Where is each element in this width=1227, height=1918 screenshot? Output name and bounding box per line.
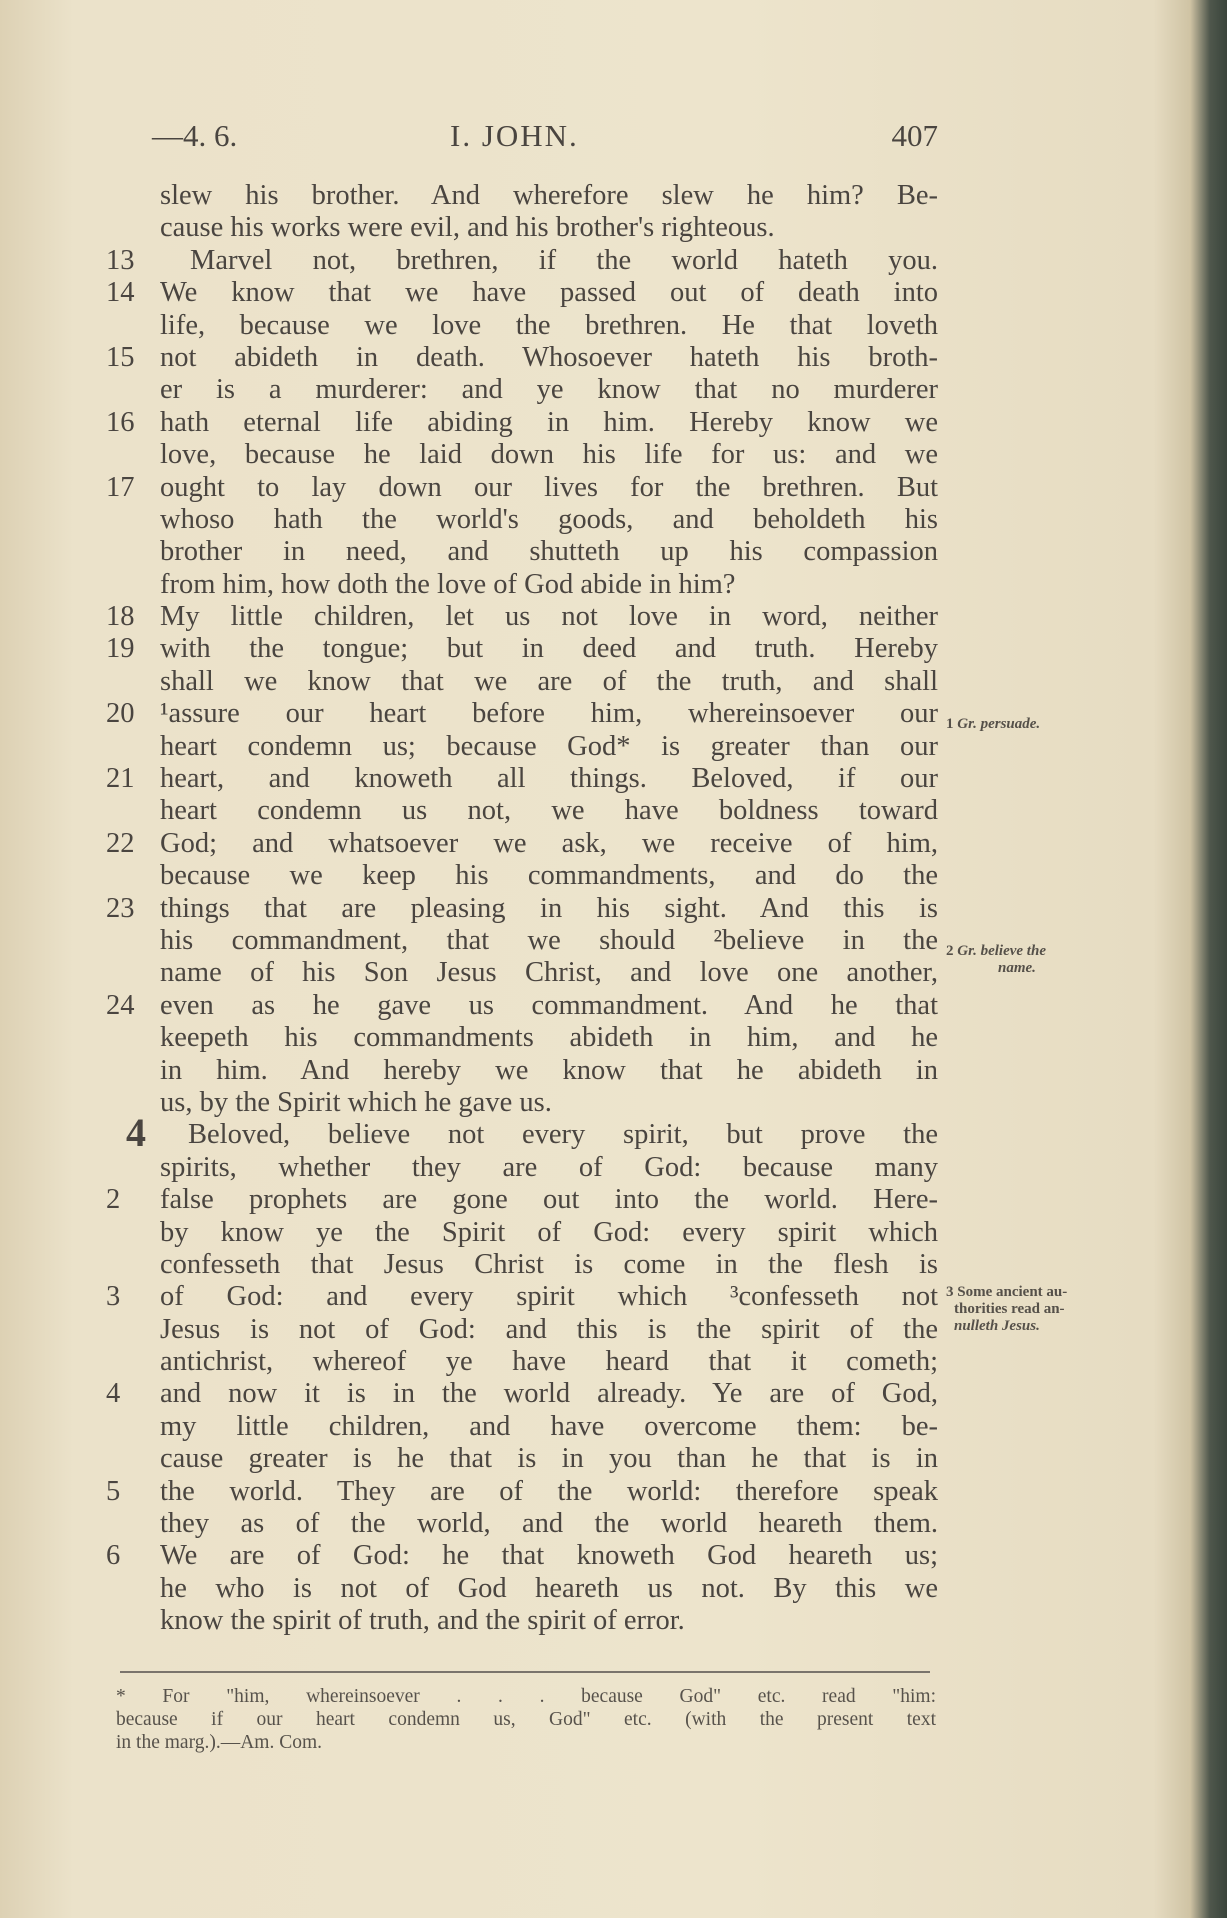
line-text: cause greater is he that is in you than he that is in — [160, 1443, 938, 1475]
text-line — [0, 310, 1227, 342]
text-line — [0, 731, 1227, 763]
text-line — [0, 1476, 1227, 1508]
line-text: love, because he laid down his life for us: and we — [160, 439, 938, 471]
verse-number: 13 — [106, 244, 135, 276]
line-text: We are of God: he that knoweth God heareth us; — [160, 1540, 938, 1572]
line-text: and now it is in the world already. Ye are of God, — [160, 1378, 938, 1410]
line-text: Marvel not, brethren, if the world hateth you. — [190, 244, 938, 276]
line-text: heart, and knoweth all things. Beloved, if our — [160, 763, 938, 795]
verse-number: 21 — [106, 763, 135, 795]
line-text: keepeth his commandments abideth in him, and he — [160, 1022, 938, 1054]
text-line — [0, 245, 1227, 277]
line-text: Beloved, believe not every spirit, but prove the — [188, 1119, 938, 1151]
text-line — [0, 828, 1227, 860]
line-text: with the tongue; but in deed and truth. Hereby — [160, 633, 938, 665]
verse-number: 3 — [106, 1281, 121, 1313]
text-line — [0, 342, 1227, 374]
margin-note-marker: 2 — [946, 943, 954, 959]
verse-number: 2 — [106, 1184, 121, 1216]
line-text: My little children, let us not love in word, neither — [160, 601, 938, 633]
text-line — [0, 601, 1227, 633]
line-text: confesseth that Jesus Christ is come in the flesh is — [160, 1248, 938, 1280]
line-text: whoso hath the world's goods, and beholdeth his — [160, 503, 938, 535]
line-text: even as he gave us commandment. And he that — [160, 989, 938, 1021]
text-line — [0, 1249, 1227, 1281]
text-line — [0, 1022, 1227, 1054]
text-line — [0, 698, 1227, 730]
text-line — [0, 860, 1227, 892]
text-line — [0, 277, 1227, 309]
margin-note-2 — [946, 943, 1046, 977]
line-text: brother in need, and shutteth up his compassion — [160, 536, 938, 568]
line-text: because we keep his commandments, and do the — [160, 860, 938, 892]
line-text: the world. They are of the world: therefore speak — [160, 1475, 938, 1507]
text-line — [0, 893, 1227, 925]
margin-note-text: nulleth Jesus. — [954, 1318, 1040, 1334]
scripture-text — [0, 180, 1227, 1638]
verse-number: 20 — [106, 698, 135, 730]
footnote-line: in the marg.).—Am. Com. — [116, 1732, 322, 1753]
line-text: ought to lay down our lives for the brethren. But — [160, 471, 938, 503]
text-line — [0, 1508, 1227, 1540]
text-line — [0, 1605, 1227, 1637]
page-number: 407 — [891, 118, 938, 153]
line-text: in him. And hereby we know that he abideth in — [160, 1054, 938, 1086]
text-line — [0, 666, 1227, 698]
line-text: they as of the world, and the world heareth them. — [160, 1508, 938, 1540]
verse-number: 5 — [106, 1475, 121, 1507]
verse-number: 19 — [106, 633, 135, 665]
text-line — [0, 472, 1227, 504]
text-line — [0, 990, 1227, 1022]
footnote-divider — [120, 1671, 930, 1673]
chapter-verse-reference: —4. 6. — [152, 118, 238, 153]
line-text: life, because we love the brethren. He that loveth — [160, 309, 938, 341]
text-line — [0, 795, 1227, 827]
text-line — [0, 1184, 1227, 1216]
running-header — [150, 118, 940, 158]
text-line — [0, 1573, 1227, 1605]
verse-number: 17 — [106, 471, 135, 503]
verse-number: 4 — [106, 1378, 121, 1410]
margin-note-text: thorities read an- — [954, 1301, 1065, 1317]
line-text: shall we know that we are of the truth, and shall — [160, 665, 938, 697]
text-line — [0, 1087, 1227, 1119]
text-line — [0, 763, 1227, 795]
footnote — [116, 1685, 936, 1754]
text-line — [0, 1217, 1227, 1249]
text-line — [0, 407, 1227, 439]
text-line — [0, 212, 1227, 244]
line-text: his commandment, that we should ²believe in the — [160, 924, 938, 956]
chapter-number: 4 — [126, 1110, 146, 1156]
line-text: name of his Son Jesus Christ, and love one another, — [160, 957, 938, 989]
line-text: know the spirit of truth, and the spirit of error. — [160, 1605, 685, 1637]
text-line — [0, 1378, 1227, 1410]
margin-note-marker: 1 — [946, 716, 954, 732]
line-text: cause his works were evil, and his brother's righteous. — [160, 212, 775, 244]
line-text: God; and whatsoever we ask, we receive of him, — [160, 827, 938, 859]
text-line — [0, 1411, 1227, 1443]
verse-number: 16 — [106, 406, 135, 438]
line-text: us, by the Spirit which he gave us. — [160, 1086, 552, 1118]
text-line — [0, 180, 1227, 212]
line-text: not abideth in death. Whosoever hateth his broth- — [160, 341, 938, 373]
text-line — [0, 1346, 1227, 1378]
text-line — [0, 569, 1227, 601]
margin-note-text: Gr. persuade. — [957, 716, 1041, 732]
text-line — [0, 1540, 1227, 1572]
verse-number: 22 — [106, 827, 135, 859]
line-text: We know that we have passed out of death into — [160, 277, 938, 309]
margin-note-text: Some ancient au- — [957, 1284, 1068, 1300]
text-line — [0, 504, 1227, 536]
line-text: heart condemn us; because God* is greater than our — [160, 730, 938, 762]
text-line — [0, 1152, 1227, 1184]
text-line — [0, 374, 1227, 406]
line-text: Jesus is not of God: and this is the spirit of the — [160, 1313, 938, 1345]
line-text: from him, how doth the love of God abide in him? — [160, 568, 736, 600]
margin-note-text: name. — [998, 960, 1036, 976]
line-text: things that are pleasing in his sight. And this is — [160, 892, 938, 924]
line-text: he who is not of God heareth us not. By this we — [160, 1572, 938, 1604]
book-title: I. JOHN. — [450, 118, 579, 153]
line-text: ¹assure our heart before him, whereinsoever our — [160, 698, 938, 730]
line-text: heart condemn us not, we have boldness toward — [160, 795, 938, 827]
verse-number: 6 — [106, 1540, 121, 1572]
text-line — [0, 1443, 1227, 1475]
text-line — [0, 633, 1227, 665]
margin-note-marker: 3 — [946, 1284, 954, 1300]
line-text: of God: and every spirit which ³confesseth not — [160, 1281, 938, 1313]
text-line — [0, 536, 1227, 568]
verse-number: 18 — [106, 601, 135, 633]
line-text: spirits, whether they are of God: because many — [160, 1151, 938, 1183]
line-text: hath eternal life abiding in him. Hereby know we — [160, 406, 938, 438]
margin-note-text: Gr. believe the — [957, 943, 1046, 959]
line-text: er is a murderer: and ye know that no murderer — [160, 374, 938, 406]
text-line — [0, 439, 1227, 471]
footnote-line: because if our heart condemn us, God" etc. (with the present text — [116, 1709, 936, 1730]
verse-number: 14 — [106, 277, 135, 309]
text-line — [0, 1110, 1227, 1156]
verse-number: 23 — [106, 892, 135, 924]
footnote-line: * For "him, whereinsoever . . . because God" etc. read "him: — [116, 1686, 936, 1707]
text-line — [0, 1055, 1227, 1087]
line-text: slew his brother. And wherefore slew he him? Be- — [160, 180, 938, 211]
line-text: false prophets are gone out into the world. Here- — [160, 1184, 938, 1216]
line-text: antichrist, whereof ye have heard that it cometh; — [160, 1346, 938, 1378]
line-text: by know ye the Spirit of God: every spirit which — [160, 1216, 938, 1248]
margin-note-1 — [946, 716, 1040, 733]
line-text: my little children, and have overcome them: be- — [160, 1410, 938, 1442]
verse-number: 24 — [106, 989, 135, 1021]
margin-note-3 — [946, 1284, 1067, 1335]
verse-number: 15 — [106, 341, 135, 373]
